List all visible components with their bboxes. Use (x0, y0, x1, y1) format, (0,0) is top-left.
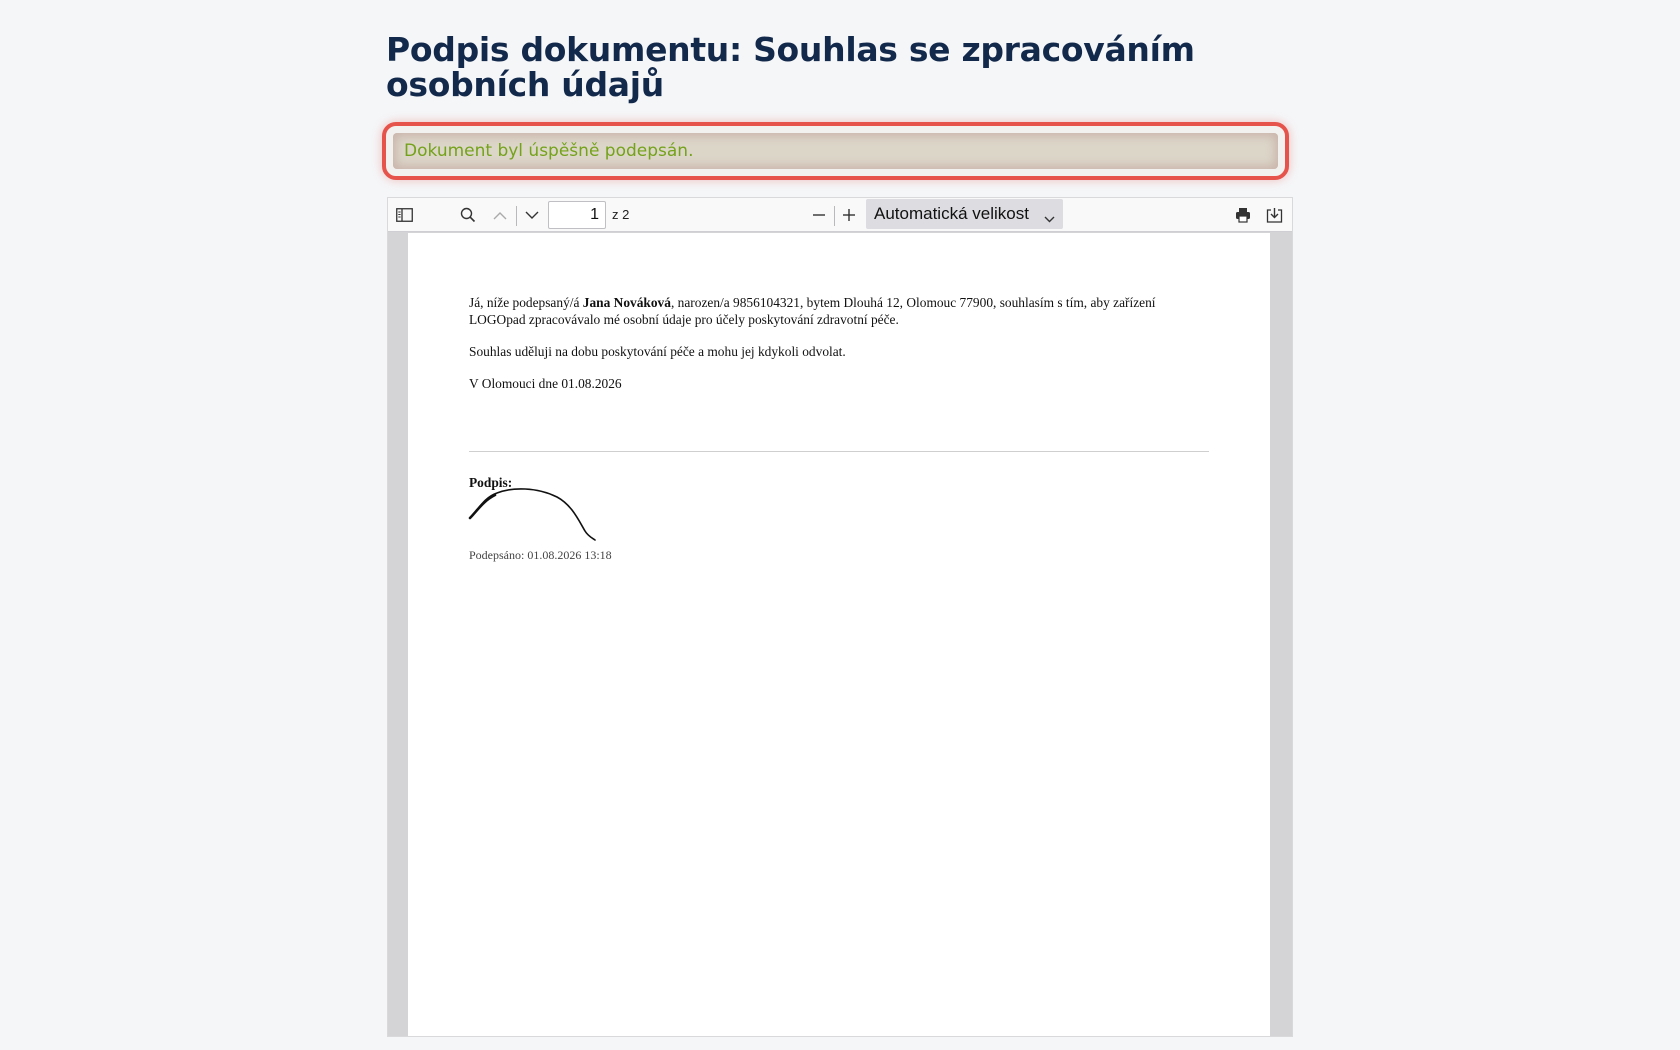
pdf-page (408, 233, 1270, 1037)
next-page-button[interactable] (520, 203, 544, 227)
pdf-toolbar (388, 198, 1292, 232)
minus-icon (812, 208, 826, 222)
zoom-select-value: Automatická velikost (874, 204, 1029, 223)
success-alert (393, 133, 1278, 169)
consent-duration-paragraph: Souhlas uděluji na dobu poskytování péče a mohu jej kdykoli odvolat. (469, 344, 846, 359)
download-button[interactable] (1262, 203, 1286, 227)
sidebar-icon (396, 208, 413, 222)
paragraph-prefix: Já, níže podepsaný/á (469, 295, 583, 310)
chevron-down-icon (1044, 208, 1055, 228)
page-container (386, 0, 1293, 562)
paragraph-suffix: , narozen/a 9856104321, bytem Dlouhá 12, Olomouc 77900, souhlasím s tím, aby zařízení LOGOpad zpracovávalo mé osobní údaje pro účely poskytování zdravotní péče. (469, 295, 1156, 327)
print-icon (1235, 207, 1251, 223)
signature-label: Podpis: (469, 475, 513, 490)
print-button[interactable] (1231, 203, 1255, 227)
signed-timestamp: Podepsáno: 01.08.2026 13:18 (469, 548, 612, 562)
chevron-down-icon (525, 211, 539, 220)
search-button[interactable] (456, 203, 480, 227)
toolbar-separator (516, 206, 517, 226)
place-date-paragraph: V Olomouci dne 01.08.2026 (469, 376, 622, 391)
zoom-select[interactable] (866, 199, 1063, 229)
page-number-input[interactable] (548, 201, 606, 229)
pdf-viewer (387, 197, 1293, 1037)
previous-page-button[interactable] (488, 203, 512, 227)
search-icon (460, 207, 476, 223)
zoom-out-button[interactable] (807, 203, 831, 227)
consent-paragraph (469, 294, 1209, 328)
signer-name: Jana Nováková (582, 295, 671, 310)
chevron-up-icon (493, 211, 507, 220)
download-icon (1266, 207, 1283, 223)
page-title: Podpis dokumentu: Souhlas se zpracováním osobních údajů (386, 30, 1195, 104)
plus-icon (842, 208, 856, 222)
page-count-label: z 2 (612, 207, 630, 222)
signature-divider (469, 451, 1209, 452)
sidebar-toggle-button[interactable] (392, 203, 416, 227)
success-alert-highlight (382, 122, 1289, 180)
toolbar-separator (834, 206, 835, 226)
success-alert-text: Dokument byl úspěšně podepsán. (404, 141, 694, 161)
zoom-in-button[interactable] (837, 203, 861, 227)
handwritten-signature (467, 483, 607, 548)
